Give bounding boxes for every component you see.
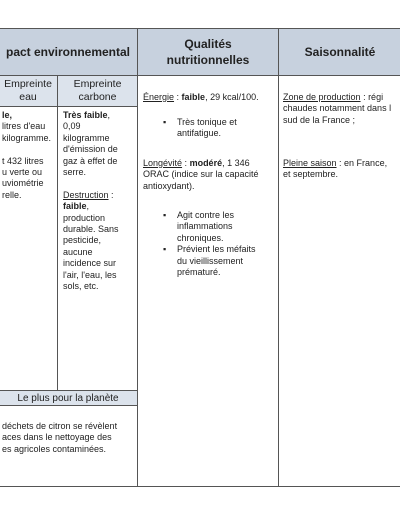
bullet-vieil-l1: Prévient les méfaits — [177, 244, 256, 255]
planet-line-2: aces dans le nettoyage des — [2, 432, 112, 443]
longevite-line-2: ORAC (indice sur la capacité — [143, 169, 259, 180]
bullet-vieil-l3: prématuré. — [177, 267, 221, 278]
bullet-tonique-l1: Très tonique et — [177, 117, 237, 127]
longevite-value: modéré — [189, 158, 223, 168]
bullet-tonique — [177, 117, 275, 140]
destruction-label: Destruction — [63, 189, 109, 200]
subheader-empreinte-eau — [0, 75, 58, 107]
bullet-infl-l2: inflammations — [177, 221, 233, 232]
longevite-label: Longévité — [143, 158, 183, 168]
header-impact-environnemental — [0, 28, 138, 76]
carbone-comma: , — [107, 110, 111, 120]
eau-line-1: le, — [2, 110, 13, 120]
nutrition-text — [143, 92, 277, 103]
eau-line-2: litres d'eau — [2, 121, 46, 132]
carbone-line-1 — [63, 110, 136, 121]
subheader-carbone-line2: carbone — [78, 91, 117, 103]
zone-label: Zone de production — [283, 92, 361, 102]
bullet-inflammations — [177, 210, 275, 244]
eau-line-7: uviométrie — [2, 178, 44, 189]
energie-line — [143, 92, 277, 103]
carbone-text — [63, 110, 136, 292]
zone-rest-1: : régi — [360, 92, 384, 102]
longevite-line-1 — [143, 158, 277, 169]
header-qualites-line2: nutritionnelles — [166, 53, 250, 67]
bullet-vieil-l2: du vieillissement — [177, 255, 244, 266]
energie-value: faible — [181, 92, 206, 102]
longevite-line-3: antioxydant). — [143, 180, 195, 191]
carbone-line-b3: durable. Sans — [63, 224, 119, 235]
carbone-tres-faible: Très faible — [63, 110, 108, 120]
pleine-saison-text — [283, 158, 400, 181]
season-text — [283, 92, 400, 126]
carbone-line-4: d'émission de — [63, 144, 118, 155]
carbone-line-b4: pesticide, — [63, 235, 102, 246]
bullet-infl-l1: Agit contre les — [177, 210, 235, 220]
pleine-label: Pleine saison — [283, 158, 337, 168]
bullet-infl-l3: chroniques. — [177, 232, 224, 243]
carbone-line-b7: l'air, l'eau, les — [63, 269, 117, 280]
eau-text — [2, 110, 56, 201]
header-saisonnalite — [278, 28, 400, 76]
carbone-comma-2: , — [86, 201, 90, 212]
longevite-sep: : — [182, 158, 190, 168]
pleine-line-2: et septembre. — [283, 169, 339, 180]
zone-line-3: sud de la France ; — [283, 114, 356, 125]
destruction-colon: : — [108, 189, 114, 200]
planet-line-1: déchets de citron se révèlent — [2, 421, 118, 431]
eau-line-3: kilogramme. — [2, 132, 52, 143]
bullet-vieillissement — [177, 244, 275, 278]
header-qualites-line1: Qualités — [184, 37, 232, 51]
carbone-faible: faible — [63, 201, 87, 212]
carbone-line-b2: production — [63, 212, 106, 223]
carbone-line-b1 — [63, 201, 136, 212]
header-qualites-nutritionnelles — [137, 28, 279, 76]
eau-line-5: t 432 litres — [2, 155, 44, 166]
carbone-line-b5: aucune — [63, 246, 93, 257]
planet-line-3: es agricoles contaminées. — [2, 443, 107, 454]
carbone-line-3: kilogramme — [63, 132, 110, 143]
carbone-line-b8: sols, etc. — [63, 281, 99, 292]
energie-rest: , 29 kcal/100. — [205, 92, 259, 102]
header-saisonnalite-label: Saisonnalité — [304, 45, 376, 59]
carbone-line-6: serre. — [63, 167, 87, 178]
longevite-rest-1: , 1 346 — [222, 158, 250, 168]
header-impact-label: pact environnemental — [5, 45, 131, 59]
pleine-rest-1: : en France, — [336, 158, 388, 168]
bullet-tonique-l2: antifatigue. — [177, 128, 222, 139]
eau-line-8: relle. — [2, 189, 22, 200]
zone-line-2: chaudes notamment dans l — [283, 103, 392, 114]
energie-sep: : — [174, 92, 182, 102]
carbone-line-b6: incidence sur — [63, 258, 117, 269]
carbone-line-2: 0,09 — [63, 121, 81, 132]
zone-line-1 — [283, 92, 400, 103]
nutrition-bullets-2 — [177, 210, 275, 278]
subheader-carbone-line1: Empreinte — [73, 78, 122, 90]
energie-label: Énergie — [143, 92, 175, 102]
destruction-line — [63, 190, 136, 201]
subheader-empreinte-carbone — [57, 75, 138, 107]
subheader-plus-planete — [0, 390, 138, 406]
longevite-text — [143, 158, 277, 192]
carbone-line-5: gaz à effet de — [63, 155, 118, 166]
subheader-eau-line2: eau — [19, 91, 37, 103]
eau-spacer — [2, 144, 56, 155]
eau-line-6: u verte ou — [2, 167, 43, 178]
nutrition-bullets-1 — [177, 117, 275, 140]
carbone-spacer — [63, 178, 136, 189]
planet-header-label: Le plus pour la planète — [17, 392, 119, 404]
cell-saisonnalite — [278, 75, 400, 487]
pleine-line-1 — [283, 158, 400, 169]
planet-text — [2, 421, 136, 455]
subheader-eau-line1: Empreinte — [4, 78, 52, 90]
